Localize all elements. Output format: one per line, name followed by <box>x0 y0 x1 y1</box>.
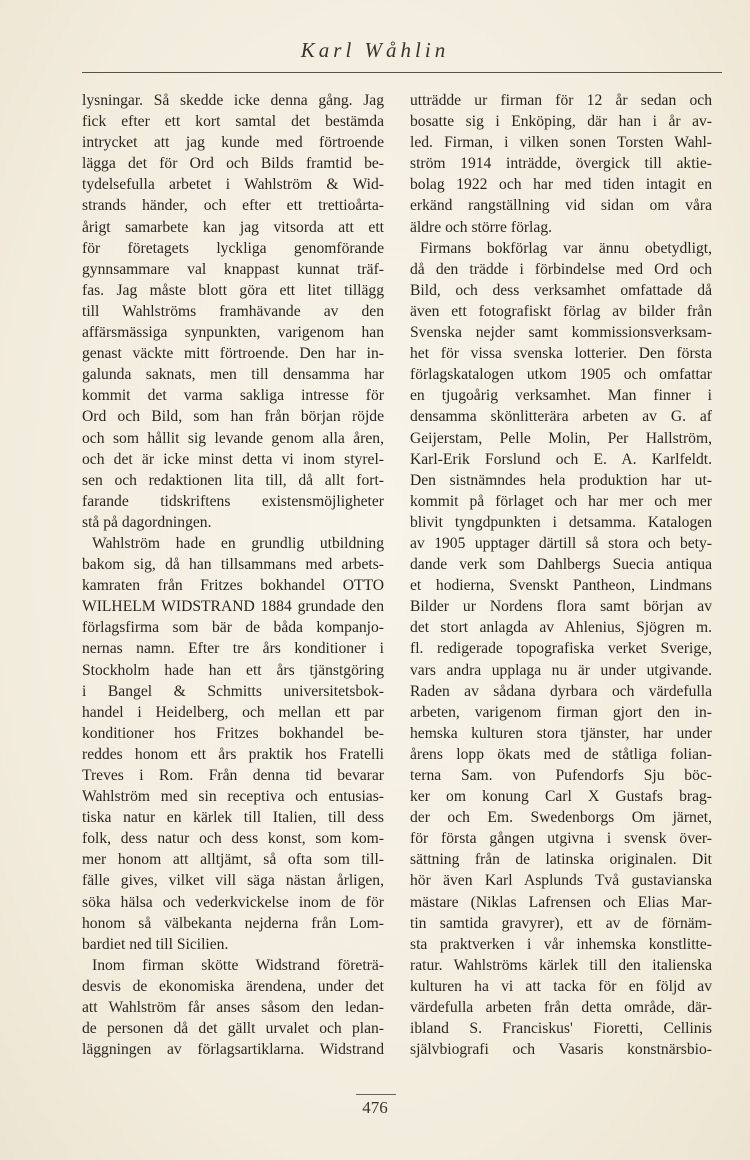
text-line: kommit det varma sakliga intresse för <box>82 387 384 405</box>
text-line: ker om konung Carl X Gustafs brag- <box>410 788 712 806</box>
text-line: mer honom att alltjämt, så ofta som till- <box>82 851 384 869</box>
text-line: blivit tyngdpunkten i detsamma. Katalogen <box>410 513 712 531</box>
text-line: Ord och Bild, som han från början röjde <box>82 408 384 426</box>
text-line: hör även Karl Asplunds Två gustavianska <box>410 872 712 890</box>
text-line: farande tidskriftens existensmöjligheter <box>82 492 384 510</box>
text-line: vars andra upplaga nu är under utgivande. <box>410 661 712 679</box>
text-line: då den trädde i förbindelse med Ord och <box>410 260 712 278</box>
text-line: gynnsammare val knappast kunnat träf- <box>82 260 384 278</box>
text-line: även ett fotografiskt förlag av bilder från <box>410 302 712 320</box>
text-line: Firmans bokförlag var ännu obetydligt, <box>420 239 712 257</box>
text-line: galunda saknats, men till densamma har <box>82 366 384 384</box>
text-line: hemska kulturen stora tjänster, har under <box>410 724 712 742</box>
text-line: arbeten, varigenom firman gjort den in- <box>410 703 712 721</box>
text-line: tin samtida gravyrer), ett av de förnäm- <box>410 914 712 932</box>
text-line: bakom sig, då han tillsammans med arbets- <box>82 556 384 574</box>
text-line: Inom firman skötte Widstrand företrä- <box>92 956 384 974</box>
right-column <box>410 90 712 1060</box>
text-line: het för vissa svenska lotterier. Den första <box>410 345 712 363</box>
text-line: och som hållit sig levande genom alla åren, <box>82 429 384 447</box>
text-line: för första gången utgivna i svensk över- <box>410 830 712 848</box>
text-line: fas. Jag måste blott göra ett litet tillägg <box>82 281 384 299</box>
folio-rule <box>356 1094 396 1095</box>
text-line: förlagsfirma som bär de båda kompanjo- <box>82 619 384 637</box>
text-line: kommit på förlaget och har mer och mer <box>410 492 712 510</box>
text-line: av 1905 upptager därtill så stora och bety- <box>410 534 712 552</box>
text-line: mästare (Niklas Lafrensen och Elias Mar- <box>410 893 712 911</box>
text-line: desvis de ekonomiska ärendena, under det <box>82 977 384 995</box>
text-line: erkänd rangställning vid sidan om våra <box>410 197 712 215</box>
text-line: läggningen av förlagsartiklarna. Widstrand <box>82 1041 384 1059</box>
text-line: Wahlström hade en grundlig utbildning <box>92 534 384 552</box>
text-line: ström 1914 inträdde, övergick till aktie- <box>410 155 712 173</box>
text-line: fick efter ett kort samtal det bestämda <box>82 113 384 131</box>
text-line: ibland S. Franciskus' Fioretti, Cellinis <box>410 1020 712 1038</box>
running-header: Karl Wåhlin <box>300 38 450 62</box>
text-line: nernas namn. Efter tre års konditioner i <box>82 640 384 658</box>
text-line: bosatte sig i Enköping, där han i år av- <box>410 113 712 131</box>
text-line: terna Sam. von Pufendorfs Sju böc- <box>410 767 712 784</box>
text-line: folk, dess natur och dess konst, som kom- <box>82 830 384 848</box>
text-line: kamraten från Fritzes bokhandel OTTO <box>82 577 384 595</box>
text-line: de personen då det gällt urvalet och plan- <box>82 1020 384 1038</box>
text-line: årigt samarbete kan jag vitsorda att ett <box>82 218 384 236</box>
text-line: konditioner hos Fritzes bokhandel be- <box>82 724 384 742</box>
text-line: Raden av sådana dyrbara och värdefulla <box>410 682 712 700</box>
text-line: Bilder ur Nordens flora samt början av <box>410 598 712 616</box>
text-line: att Wahlström får anses såsom den ledan- <box>82 999 384 1017</box>
left-column <box>82 90 384 1060</box>
text-line: WILHELM WIDSTRAND 1884 grundade den <box>82 598 384 616</box>
text-line: Treves i Rom. Från denna tid bevarar <box>82 767 384 784</box>
text-line: årens lopp ökats med de ståtliga folian- <box>410 745 712 763</box>
text-line: lysningar. Så skedde icke denna gång. Jag <box>82 92 384 109</box>
text-line: Karl-Erik Forslund och E. A. Karlfeldt. <box>410 450 712 468</box>
page-number: 476 <box>362 1098 388 1117</box>
text-line: fälle gives, vilket vill säga nästan årligen, <box>82 872 384 890</box>
text-line: det stort anlagda av Ahlenius, Sjögren m. <box>410 619 712 637</box>
text-line: sta praktverken i vår inhemska konstlitte- <box>410 935 712 953</box>
text-line: tydelsefulla arbetet i Wahlström & Wid- <box>82 176 384 194</box>
text-line: en tjugoårig verksamhet. Man finner i <box>410 387 712 405</box>
text-line: bolag 1922 och har med tiden intagit en <box>410 176 712 194</box>
header-rule <box>82 72 722 73</box>
text-line: självbiografi och Vasaris konstnärsbio- <box>410 1041 712 1059</box>
text-line: Geijerstam, Pelle Molin, Per Hallström, <box>410 429 712 447</box>
text-line: led. Firman, i vilken sonen Torsten Wahl- <box>410 134 712 152</box>
text-line: Wahlström med sin receptiva och entusias- <box>82 788 384 806</box>
text-line: ratur. Wahlströms kärlek till den italienska <box>410 956 712 974</box>
text-line: strands händer, och efter ett trettioårta- <box>82 197 384 215</box>
text-line: reddes honom ett års praktik hos Fratelli <box>82 745 384 763</box>
text-line: dande verk som Dahlbergs Suecia antiqua <box>410 556 712 574</box>
text-line: handel i Heidelberg, och mellan ett par <box>82 703 384 721</box>
text-line: sen och redaktionen lita till, då allt fort- <box>82 471 384 489</box>
text-line: och det är icke minst detta vi inom styrel- <box>82 450 384 468</box>
text-line: sättning från de latinska originalen. Dit <box>410 851 712 869</box>
text-line: densamma skönlitterära arbeten av G. af <box>410 408 712 426</box>
text-line: lägga det för Ord och Bilds framtid be- <box>82 155 384 173</box>
text-line: till Wahlströms framhävande av den <box>82 302 384 320</box>
text-line: förlagskatalogen utkom 1905 och omfattar <box>410 366 712 384</box>
text-line: kulturen ha vi att tacka för en följd av <box>410 977 712 995</box>
text-line: äldre och större förlag. <box>410 218 553 236</box>
text-line: i Bangel & Schmitts universitetsbok- <box>82 682 384 700</box>
text-line: fl. redigerade topografiska verket Sverige, <box>410 640 712 658</box>
text-line: Svenska nejder samt kommissionsverksam- <box>410 324 712 342</box>
text-line: honom så välbekanta nejderna från Lom- <box>82 914 384 932</box>
text-line: stå på dagordningen. <box>82 513 212 531</box>
text-line: Bild, och dess verksamhet omfattade då <box>410 281 712 299</box>
text-line: intrycket att jag kunde med förtroende <box>82 134 384 152</box>
text-line: der och Em. Swedenborgs Om järnet, <box>410 809 712 827</box>
text-line: söka hälsa och vederkvickelse inom de för <box>82 893 384 911</box>
text-line: bardiet ned till Sicilien. <box>82 935 229 953</box>
text-line: värdefulla arbeten från detta område, där- <box>410 999 712 1017</box>
text-line: Stockholm hade han ett års tjänstgöring <box>82 661 384 679</box>
text-line: tiska natur en kärlek till Italien, till dess <box>82 809 384 827</box>
text-line: genast väckte mitt förtroende. Den har in- <box>82 345 384 363</box>
text-line: affärsmässiga synpunkten, varigenom han <box>82 324 384 342</box>
text-line: et hodierna, Svenskt Pantheon, Lindmans <box>410 577 712 595</box>
text-line: utträdde ur firman för 12 år sedan och <box>410 92 712 109</box>
text-line: för företagets lyckliga genomförande <box>82 239 384 257</box>
text-line: Den sistnämndes hela produktion har ut- <box>410 471 712 489</box>
